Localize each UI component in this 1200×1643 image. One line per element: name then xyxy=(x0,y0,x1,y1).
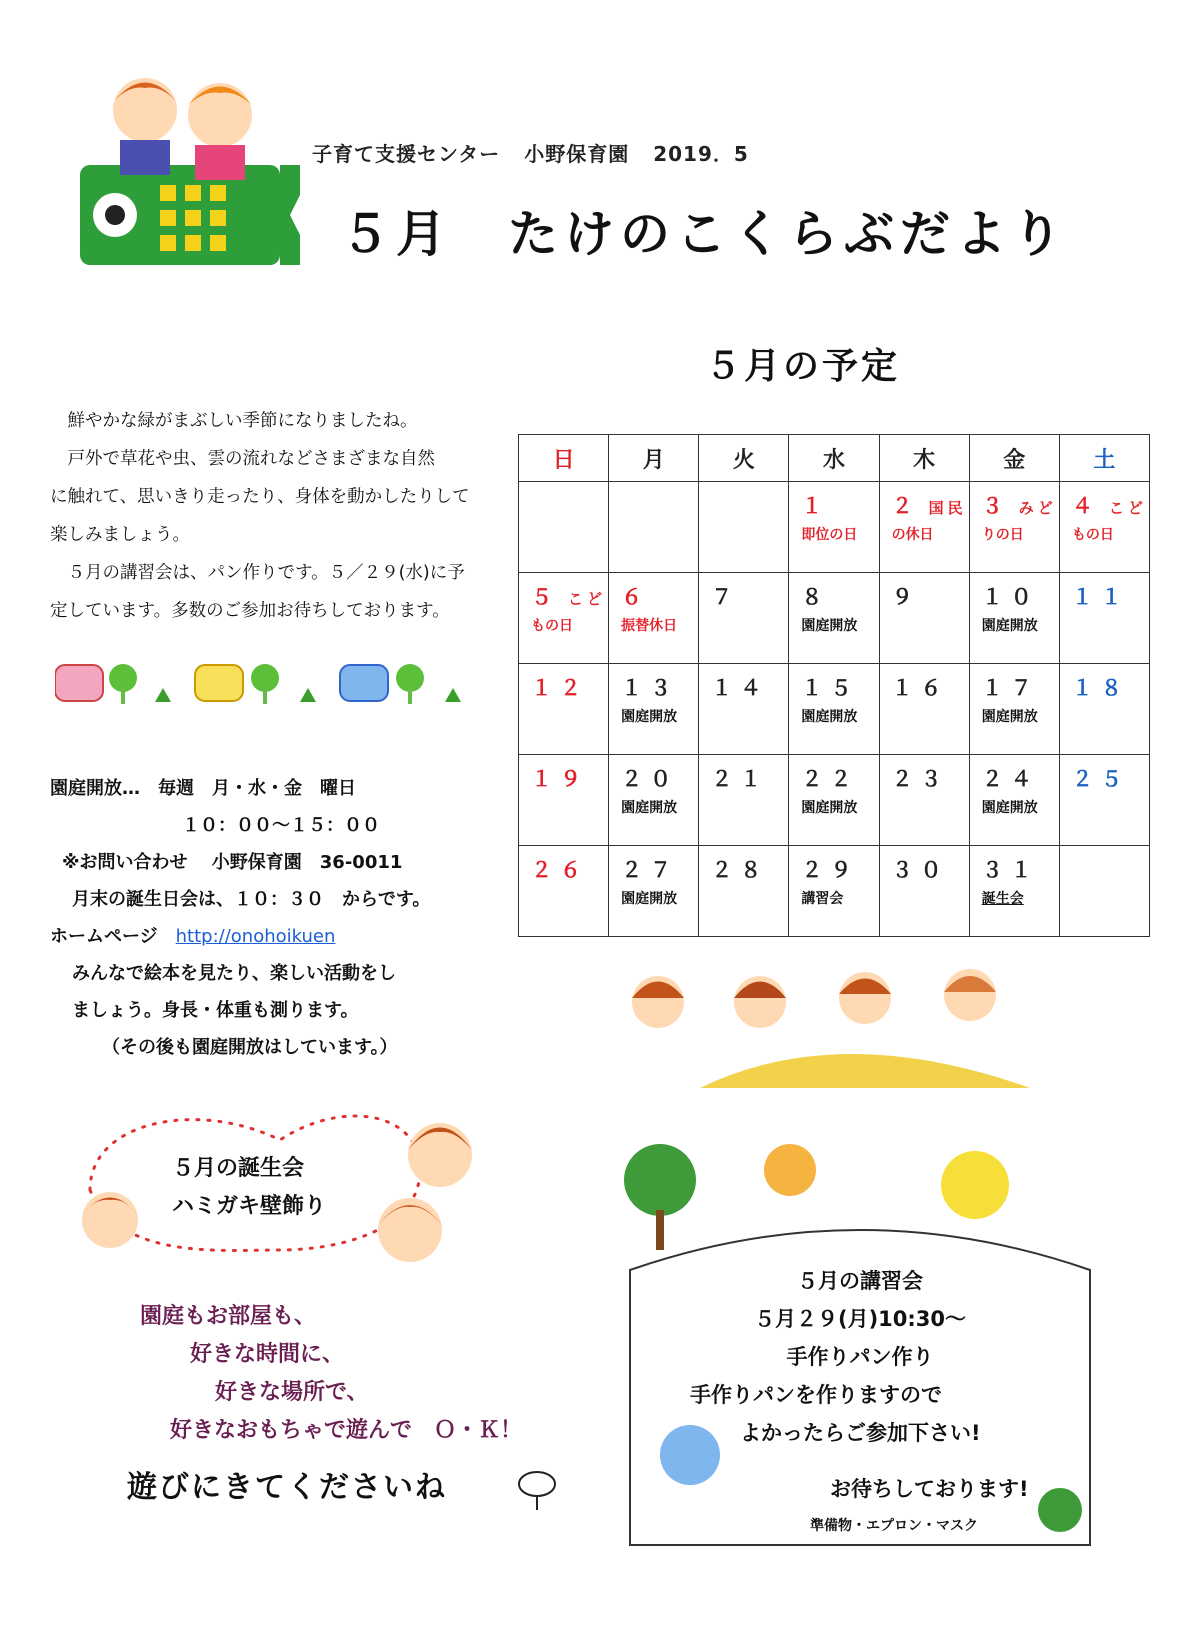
intro-line: に触れて、思いきり走ったり、身体を動かしたりして xyxy=(50,487,470,507)
day-number-text: ９ xyxy=(891,585,921,609)
calendar-day-cell xyxy=(609,482,699,573)
day-number-text: ２３ xyxy=(891,767,950,791)
day-number xyxy=(711,581,788,615)
open-days: 毎週 月・水・金 曜日 xyxy=(158,778,356,799)
day-event: もの日 xyxy=(1071,527,1114,543)
day-number xyxy=(1072,490,1149,524)
day-number xyxy=(711,490,788,524)
calendar-day-cell xyxy=(969,755,1059,846)
day-number-text: ５ xyxy=(531,585,560,609)
calendar-day-cell xyxy=(609,755,699,846)
day-number-text: ２４ xyxy=(981,767,1040,791)
day-event: 講習会 xyxy=(801,891,844,907)
day-event: 園庭開放 xyxy=(621,709,678,725)
weekday-thu: 木 xyxy=(879,435,969,482)
calendar-day-cell xyxy=(789,846,879,937)
day-number xyxy=(711,763,788,797)
holiday-label: こど xyxy=(568,590,607,608)
calendar-day-cell xyxy=(969,846,1059,937)
day-event: の休日 xyxy=(891,527,934,543)
day-number-text: １５ xyxy=(801,676,860,700)
birthday-event: ５月の誕生会 xyxy=(172,1156,305,1181)
day-event: 園庭開放 xyxy=(621,891,678,907)
day-number xyxy=(892,763,969,797)
day-number-text: １６ xyxy=(891,676,950,700)
intro-text xyxy=(50,402,510,630)
calendar-day-cell xyxy=(519,846,609,937)
day-number-text: １１ xyxy=(1071,585,1130,609)
message-line: 好きなおもちゃで遊んで Ｏ・Ｋ！ xyxy=(170,1418,523,1443)
organization-line xyxy=(312,138,773,167)
day-number-text: ２８ xyxy=(711,858,770,882)
calendar-header-row xyxy=(519,435,1150,482)
calendar-day-cell xyxy=(699,573,789,664)
may-calendar xyxy=(518,434,1150,937)
calendar-day-cell xyxy=(969,573,1059,664)
calendar-day-cell xyxy=(789,755,879,846)
weekday-mon: 月 xyxy=(609,435,699,482)
calendar-day-cell xyxy=(789,573,879,664)
org-name: 子育て支援センター xyxy=(312,142,501,166)
lecture-desc: 手作りパンを作りますので xyxy=(690,1383,942,1407)
intro-line: 定しています。多数のご参加お待ちしております。 xyxy=(50,601,450,621)
day-event: 園庭開放 xyxy=(621,800,678,816)
contact-row xyxy=(50,844,530,881)
day-number xyxy=(982,854,1059,888)
day-event: 園庭開放 xyxy=(801,618,858,634)
day-event: 園庭開放 xyxy=(801,800,858,816)
weekday-sun: 日 xyxy=(519,435,609,482)
calendar-day-cell xyxy=(1059,755,1149,846)
day-number-text: ２９ xyxy=(801,858,860,882)
day-number-text: ３０ xyxy=(891,858,950,882)
calendar-day-cell xyxy=(1059,482,1149,573)
issue-date: 2019．5 xyxy=(653,142,749,166)
day-event: 振替休日 xyxy=(621,618,678,634)
intro-line: 戸外で草花や虫、雲の流れなどさまざまな自然 xyxy=(67,449,435,469)
day-number-text: １３ xyxy=(621,676,680,700)
day-number-text: ３ xyxy=(981,494,1011,518)
calendar-day-cell xyxy=(609,664,699,755)
calendar-day-cell xyxy=(789,482,879,573)
day-number xyxy=(892,854,969,888)
day-number xyxy=(982,581,1059,615)
calendar-week-row xyxy=(519,573,1150,664)
calendar-day-cell xyxy=(879,664,969,755)
calendar-day-cell xyxy=(699,482,789,573)
day-number-text: ２ xyxy=(891,494,921,518)
holiday-label: 国民 xyxy=(928,499,967,517)
day-number xyxy=(621,581,698,615)
day-event: もの日 xyxy=(531,618,573,634)
day-number-text: ２２ xyxy=(801,767,860,791)
contact-phone: 36-0011 xyxy=(319,852,403,873)
day-event: 誕生会 xyxy=(981,891,1024,907)
holiday-label: こど xyxy=(1108,499,1147,517)
lecture-bring: 準備物・エプロン・マスク xyxy=(810,1518,978,1534)
intro-line: 鮮やかな緑がまぶしい季節になりましたね。 xyxy=(67,411,418,431)
weekday-wed: 水 xyxy=(789,435,879,482)
day-number xyxy=(1072,854,1149,888)
day-number xyxy=(892,672,969,706)
calendar-day-cell xyxy=(519,573,609,664)
day-number xyxy=(801,490,878,524)
day-number-text: ７ xyxy=(711,585,741,609)
day-number-text: ２５ xyxy=(1071,767,1130,791)
fan-icon xyxy=(515,1468,559,1512)
day-number xyxy=(531,672,608,706)
calendar-day-cell xyxy=(519,755,609,846)
kids-lunch-illustration xyxy=(610,960,1070,1090)
open-label: 園庭開放… xyxy=(50,778,140,799)
day-number-text: １９ xyxy=(531,767,589,791)
day-event: 園庭開放 xyxy=(801,709,858,725)
day-number xyxy=(801,672,878,706)
day-event: 園庭開放 xyxy=(981,618,1038,634)
homepage-link[interactable]: http://onohoikuen xyxy=(175,926,336,947)
contact-name: 小野保育園 xyxy=(211,852,302,873)
calendar-week-row xyxy=(519,482,1150,573)
contact-label: ※お問い合わせ xyxy=(62,852,188,873)
day-number xyxy=(531,854,608,888)
day-number-text: ４ xyxy=(1071,494,1101,518)
weekday-sat: 土 xyxy=(1059,435,1149,482)
intro-line: 楽しみましょう。 xyxy=(50,525,190,545)
day-number xyxy=(621,854,698,888)
lecture-title: ５月の講習会 xyxy=(797,1269,923,1293)
day-number-text: ２７ xyxy=(621,858,680,882)
day-number xyxy=(531,763,608,797)
day-number-text: １ xyxy=(801,494,831,518)
day-number xyxy=(621,763,698,797)
calendar-day-cell xyxy=(519,482,609,573)
message-line: 好きな場所で、 xyxy=(215,1380,369,1405)
day-number xyxy=(711,672,788,706)
calendar-day-cell xyxy=(1059,573,1149,664)
day-number xyxy=(982,763,1059,797)
calendar-week-row xyxy=(519,846,1150,937)
calendar-day-cell xyxy=(699,755,789,846)
day-number xyxy=(711,854,788,888)
lecture-wait: お待ちしております! xyxy=(830,1477,1029,1501)
lecture-date: ５月２９(月)10:30～ xyxy=(753,1307,967,1331)
day-number-text: １７ xyxy=(981,676,1040,700)
open-row xyxy=(50,770,530,807)
calendar-day-cell xyxy=(519,664,609,755)
lecture-desc: よかったらご参加下さい! xyxy=(740,1421,981,1445)
day-number xyxy=(982,672,1059,706)
calendar-day-cell xyxy=(969,482,1059,573)
welcome-message xyxy=(140,1298,522,1450)
day-number xyxy=(801,581,878,615)
day-number xyxy=(892,581,969,615)
day-number xyxy=(892,490,969,524)
day-number-text: １０ xyxy=(981,585,1040,609)
day-number xyxy=(1072,763,1149,797)
day-number-text: １４ xyxy=(711,676,770,700)
calendar-day-cell xyxy=(609,846,699,937)
koinobori-kids-illustration xyxy=(70,60,300,280)
weekday-fri: 金 xyxy=(969,435,1059,482)
activity-line: みんなで絵本を見たり、楽しい活動をし xyxy=(72,963,396,984)
lecture-text xyxy=(650,1262,1070,1508)
day-number xyxy=(531,490,608,524)
bus-tree-decoration xyxy=(55,660,475,710)
birthday-craft: ハミガキ壁飾り xyxy=(172,1194,327,1219)
day-event: りの日 xyxy=(981,527,1024,543)
calendar-day-cell xyxy=(879,846,969,937)
day-event: 園庭開放 xyxy=(981,709,1038,725)
open-hours: １０：００～１５：００ xyxy=(182,815,380,836)
day-number xyxy=(1072,672,1149,706)
calendar-day-cell xyxy=(879,755,969,846)
day-number-text: ６ xyxy=(621,585,651,609)
day-number xyxy=(1072,581,1149,615)
day-number xyxy=(621,672,698,706)
birthday-box-text xyxy=(172,1150,326,1226)
calendar-day-cell xyxy=(969,664,1059,755)
homepage-row xyxy=(50,918,530,955)
activity-line: ましょう。身長・体重も測ります。 xyxy=(72,1000,359,1021)
page-title: ５月 たけのこくらぶだより xyxy=(340,205,1068,263)
calendar-week-row xyxy=(519,755,1150,846)
day-event: 園庭開放 xyxy=(981,800,1038,816)
day-number xyxy=(982,490,1059,524)
calendar-day-cell xyxy=(699,664,789,755)
day-number-text: ３１ xyxy=(981,858,1040,882)
day-number xyxy=(801,854,878,888)
message-line: 園庭もお部屋も、 xyxy=(140,1304,317,1329)
calendar-day-cell xyxy=(879,573,969,664)
day-number-text: ２６ xyxy=(531,858,589,882)
come-play-text: 遊びにきてくださいね xyxy=(127,1470,447,1505)
message-line: 好きな時間に、 xyxy=(190,1342,345,1367)
day-number-text: １８ xyxy=(1071,676,1130,700)
calendar-day-cell xyxy=(609,573,699,664)
intro-line: ５月の講習会は、パン作りです。５／２９(水)に予 xyxy=(67,563,465,583)
homepage-label: ホームページ xyxy=(50,926,158,947)
day-number xyxy=(531,581,608,615)
calendar-day-cell xyxy=(699,846,789,937)
holiday-label: みど xyxy=(1018,499,1057,517)
calendar-week-row xyxy=(519,664,1150,755)
nursery-name: 小野保育園 xyxy=(524,142,630,166)
day-number-text: ２１ xyxy=(711,767,770,791)
day-number xyxy=(801,763,878,797)
calendar-day-cell xyxy=(789,664,879,755)
lecture-event: 手作りパン作り xyxy=(786,1345,934,1369)
calendar-day-cell xyxy=(879,482,969,573)
calendar-day-cell xyxy=(1059,664,1149,755)
day-number-text: ２０ xyxy=(621,767,680,791)
day-event: 即位の日 xyxy=(801,527,858,543)
weekday-tue: 火 xyxy=(699,435,789,482)
day-number-text: １２ xyxy=(531,676,589,700)
day-number-text: ８ xyxy=(801,585,831,609)
day-number xyxy=(621,490,698,524)
activity-line: （その後も園庭開放はしています。） xyxy=(102,1037,398,1058)
birthday-time: 月末の誕生日会は、１０：３０ からです。 xyxy=(72,889,431,910)
schedule-title: ５月の予定 xyxy=(705,346,901,387)
calendar-day-cell xyxy=(1059,846,1149,937)
info-block xyxy=(50,770,530,1066)
